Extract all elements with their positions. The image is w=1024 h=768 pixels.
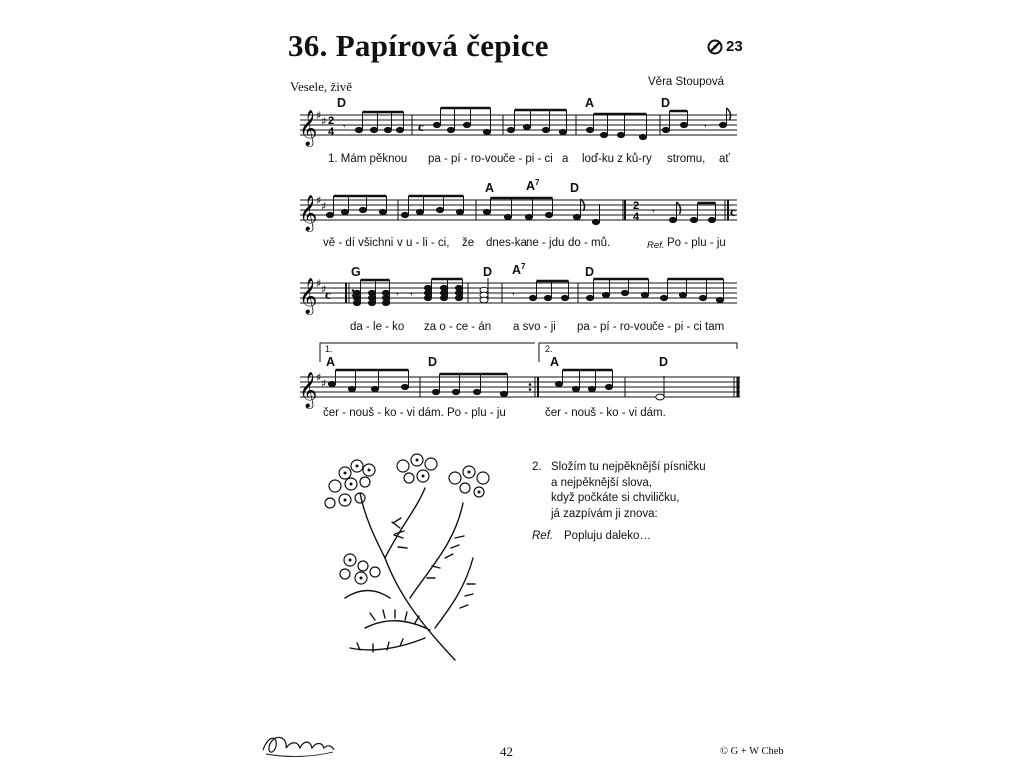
verse-number: 2.: [532, 461, 542, 473]
chord: G: [351, 265, 361, 280]
svg-text:2: 2: [328, 115, 335, 127]
page-number: 42: [500, 744, 513, 759]
chord: A: [326, 355, 336, 370]
svg-text:𝄾: 𝄾: [652, 207, 655, 218]
chord: D: [483, 265, 493, 280]
lyric-syllables: v u - li - ci,: [397, 237, 450, 249]
treble-clef-icon: 𝄞: [299, 110, 318, 146]
chord: D: [661, 96, 671, 111]
svg-text:♯: ♯: [316, 277, 322, 290]
lyric-syllables: vě - dí všichni: [323, 237, 394, 249]
svg-text:2: 2: [633, 200, 640, 212]
chord: D: [428, 355, 438, 370]
composer: Věra Stoupová: [648, 76, 725, 88]
treble-clef-icon: 𝄞: [299, 278, 318, 314]
chord: D: [570, 181, 580, 196]
lyric-syllables: čer - nouš - ko - vi dám. Po - plu - ju: [323, 407, 506, 419]
svg-text:♯: ♯: [321, 200, 327, 213]
song-title: 36. Papírová čepice: [288, 28, 549, 63]
chord: D: [585, 265, 595, 280]
lyric-syllables: dnes-ka: [486, 237, 527, 249]
chord: $A^7$: [512, 262, 526, 278]
refrain-label: Ref.: [647, 240, 665, 251]
lyric-syllables: a: [562, 153, 569, 165]
svg-text:𝄾: 𝄾: [512, 290, 515, 301]
chord: D: [659, 355, 669, 370]
cd-track-number: 23: [726, 38, 743, 55]
svg-text:♯: ♯: [316, 371, 322, 384]
svg-text:𝄾: 𝄾: [410, 290, 413, 301]
chord: A: [485, 181, 495, 196]
volta-bracket-1: [320, 343, 535, 362]
svg-text:c: c: [730, 204, 736, 219]
svg-text:♯: ♯: [316, 194, 322, 207]
refrain-label: Ref.: [532, 530, 554, 542]
verse-line: já zazpívám ji znova:: [551, 507, 658, 520]
lyric-syllables: 1. Mám pěknou: [328, 153, 408, 165]
svg-text:4: 4: [328, 126, 335, 138]
yarrow-flower-illustration: [305, 448, 520, 668]
lyric-syllables: Po - plu - ju: [667, 237, 726, 249]
svg-text:♯: ♯: [321, 283, 327, 296]
chord: A: [550, 355, 560, 370]
chord: $A^7$: [526, 178, 540, 194]
treble-clef-icon: 𝄞: [299, 195, 318, 231]
signature-logo: [258, 730, 338, 760]
copyright-notice: © G + W Cheb: [720, 746, 784, 757]
svg-text:𝄾: 𝄾: [396, 290, 399, 301]
refrain-reference: [532, 530, 651, 542]
lyric-syllables: da - le - ko: [350, 321, 405, 333]
lyric-syllables: a svo - ji: [513, 321, 556, 333]
volta-1-label: 1.: [325, 344, 333, 354]
verse-line: 2. Složím tu nejpěknější písničku: [532, 460, 706, 476]
svg-text:♯: ♯: [321, 377, 327, 390]
lyric-syllables: za o - ce - án: [424, 321, 492, 333]
lyric-syllables: ať: [719, 153, 730, 165]
svg-text:♯: ♯: [316, 109, 322, 122]
volta-bracket-2: [539, 343, 737, 362]
verse-line: a nejpěknější slova,: [551, 476, 653, 489]
lyric-syllables: že: [462, 237, 475, 249]
svg-text:c: c: [325, 287, 331, 302]
lyric-syllables: če - pi - ci tam: [652, 321, 725, 333]
flower-stem: [385, 558, 455, 660]
chord: D: [337, 96, 347, 111]
lyric-syllables: pa - pí - ro-vou: [577, 321, 653, 333]
lyric-syllables: stromu,: [667, 153, 706, 165]
volta-2-label: 2.: [545, 344, 553, 354]
verse-2: [532, 460, 706, 522]
treble-clef-icon: 𝄞: [299, 372, 318, 408]
svg-text:𝄾: 𝄾: [704, 122, 707, 133]
svg-text:𝄾: 𝄾: [343, 122, 346, 133]
tempo-marking: Vesele, živě: [290, 79, 353, 94]
lyric-syllables: čer - nouš - ko - vi dám.: [545, 407, 666, 419]
chord: A: [585, 96, 595, 111]
lyric-syllables: pa - pí - ro-vou: [428, 153, 504, 165]
refrain-text: Popluju daleko…: [564, 530, 651, 542]
notes: [328, 370, 664, 400]
svg-text:♯: ♯: [321, 115, 327, 128]
lyric-syllables: ne - jdu: [526, 237, 565, 249]
svg-text:4: 4: [633, 211, 640, 223]
lyric-syllables: loď-ku z ků-ry: [582, 153, 652, 165]
svg-text:c: c: [418, 119, 424, 134]
lyric-syllables: če - pi - ci: [503, 153, 553, 165]
verse-line: když počkáte si chviličku,: [551, 492, 680, 504]
lyric-syllables: do - mů.: [568, 237, 611, 249]
